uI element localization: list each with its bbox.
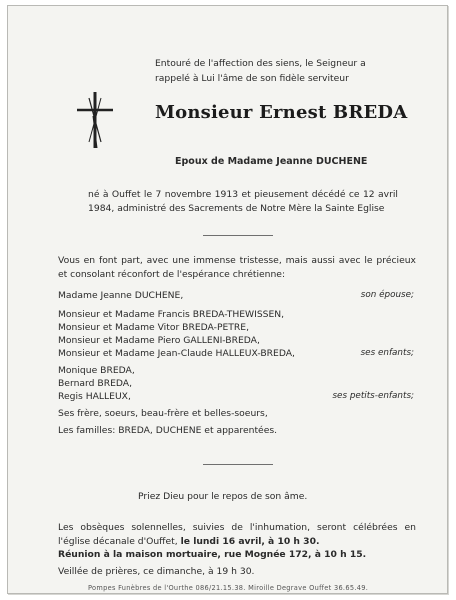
family-member: Monsieur et Madame Vitor BREDA-PETRE, <box>58 322 250 333</box>
family-member: Bernard BREDA, <box>58 378 133 389</box>
divider <box>203 464 273 465</box>
intro-line-1: Entouré de l'affection des siens, le Seigneur a <box>155 58 366 69</box>
family-row <box>58 309 416 323</box>
family-row <box>58 391 416 405</box>
wake-line: Veillée de prières, ce dimanche, à 19 h 30. <box>58 566 255 577</box>
family-member: Monsieur et Madame Piero GALLENI-BREDA, <box>58 335 260 346</box>
announcement-text: Vous en font part, avec une immense tristesse, mais aussi avec le précieux et consolant réconfort de l'espérance chrétienne: <box>58 255 416 280</box>
family-member: Madame Jeanne DUCHENE, <box>58 290 184 301</box>
deceased-name: Monsieur Ernest BREDA <box>155 102 408 123</box>
family-member: Monsieur et Madame Francis BREDA-THEWISSEN, <box>58 309 285 320</box>
family-member: Ses frère, soeurs, beau-frère et belles-soeurs, <box>58 408 268 419</box>
footer-printer: Pompes Funèbres de l'Ourthe 086/21.15.38. Miroille Degrave Ouffet 36.65.49. <box>88 584 369 592</box>
family-row <box>58 322 416 336</box>
intro-text <box>155 56 366 86</box>
prayer-line: Priez Dieu pour le repos de son âme. <box>138 491 308 502</box>
family-member: Monsieur et Madame Jean-Claude HALLEUX-BREDA, <box>58 348 295 359</box>
funeral-text: Les obsèques solennelles, suivies de l'inhumation, seront célébrées en l'église décanale d'Ouffet, <box>58 522 416 547</box>
family-member: Monique BREDA, <box>58 365 135 376</box>
divider <box>203 235 273 236</box>
family-row <box>58 348 416 362</box>
family-role: son épouse; <box>360 290 414 300</box>
funeral-details <box>58 521 416 562</box>
family-role: ses enfants; <box>360 348 414 358</box>
family-member: Les familles: BREDA, DUCHENE et apparentées. <box>58 425 278 436</box>
family-row <box>58 408 416 422</box>
family-row <box>58 378 416 392</box>
death-notice-card <box>7 5 448 594</box>
family-row <box>58 425 416 439</box>
family-row <box>58 365 416 379</box>
birth-death-text: né à Ouffet le 7 novembre 1913 et pieusement décédé ce 12 avril 1984, administré des Sacrements de Notre Mère la Sainte Eglise <box>88 189 398 214</box>
reunion-line: Réunion à la maison mortuaire, rue Mognée 172, à 10 h 15. <box>58 549 367 560</box>
family-row <box>58 335 416 349</box>
intro-line-2: rappelé à Lui l'âme de son fidèle serviteur <box>155 73 349 84</box>
family-role: ses petits-enfants; <box>332 391 414 401</box>
cross-icon <box>71 90 119 150</box>
family-member: Regis HALLEUX, <box>58 391 131 402</box>
spouse-line: Epoux de Madame Jeanne DUCHENE <box>175 156 368 167</box>
funeral-date: le lundi 16 avril, à 10 h 30. <box>180 535 320 547</box>
family-row <box>58 290 416 304</box>
